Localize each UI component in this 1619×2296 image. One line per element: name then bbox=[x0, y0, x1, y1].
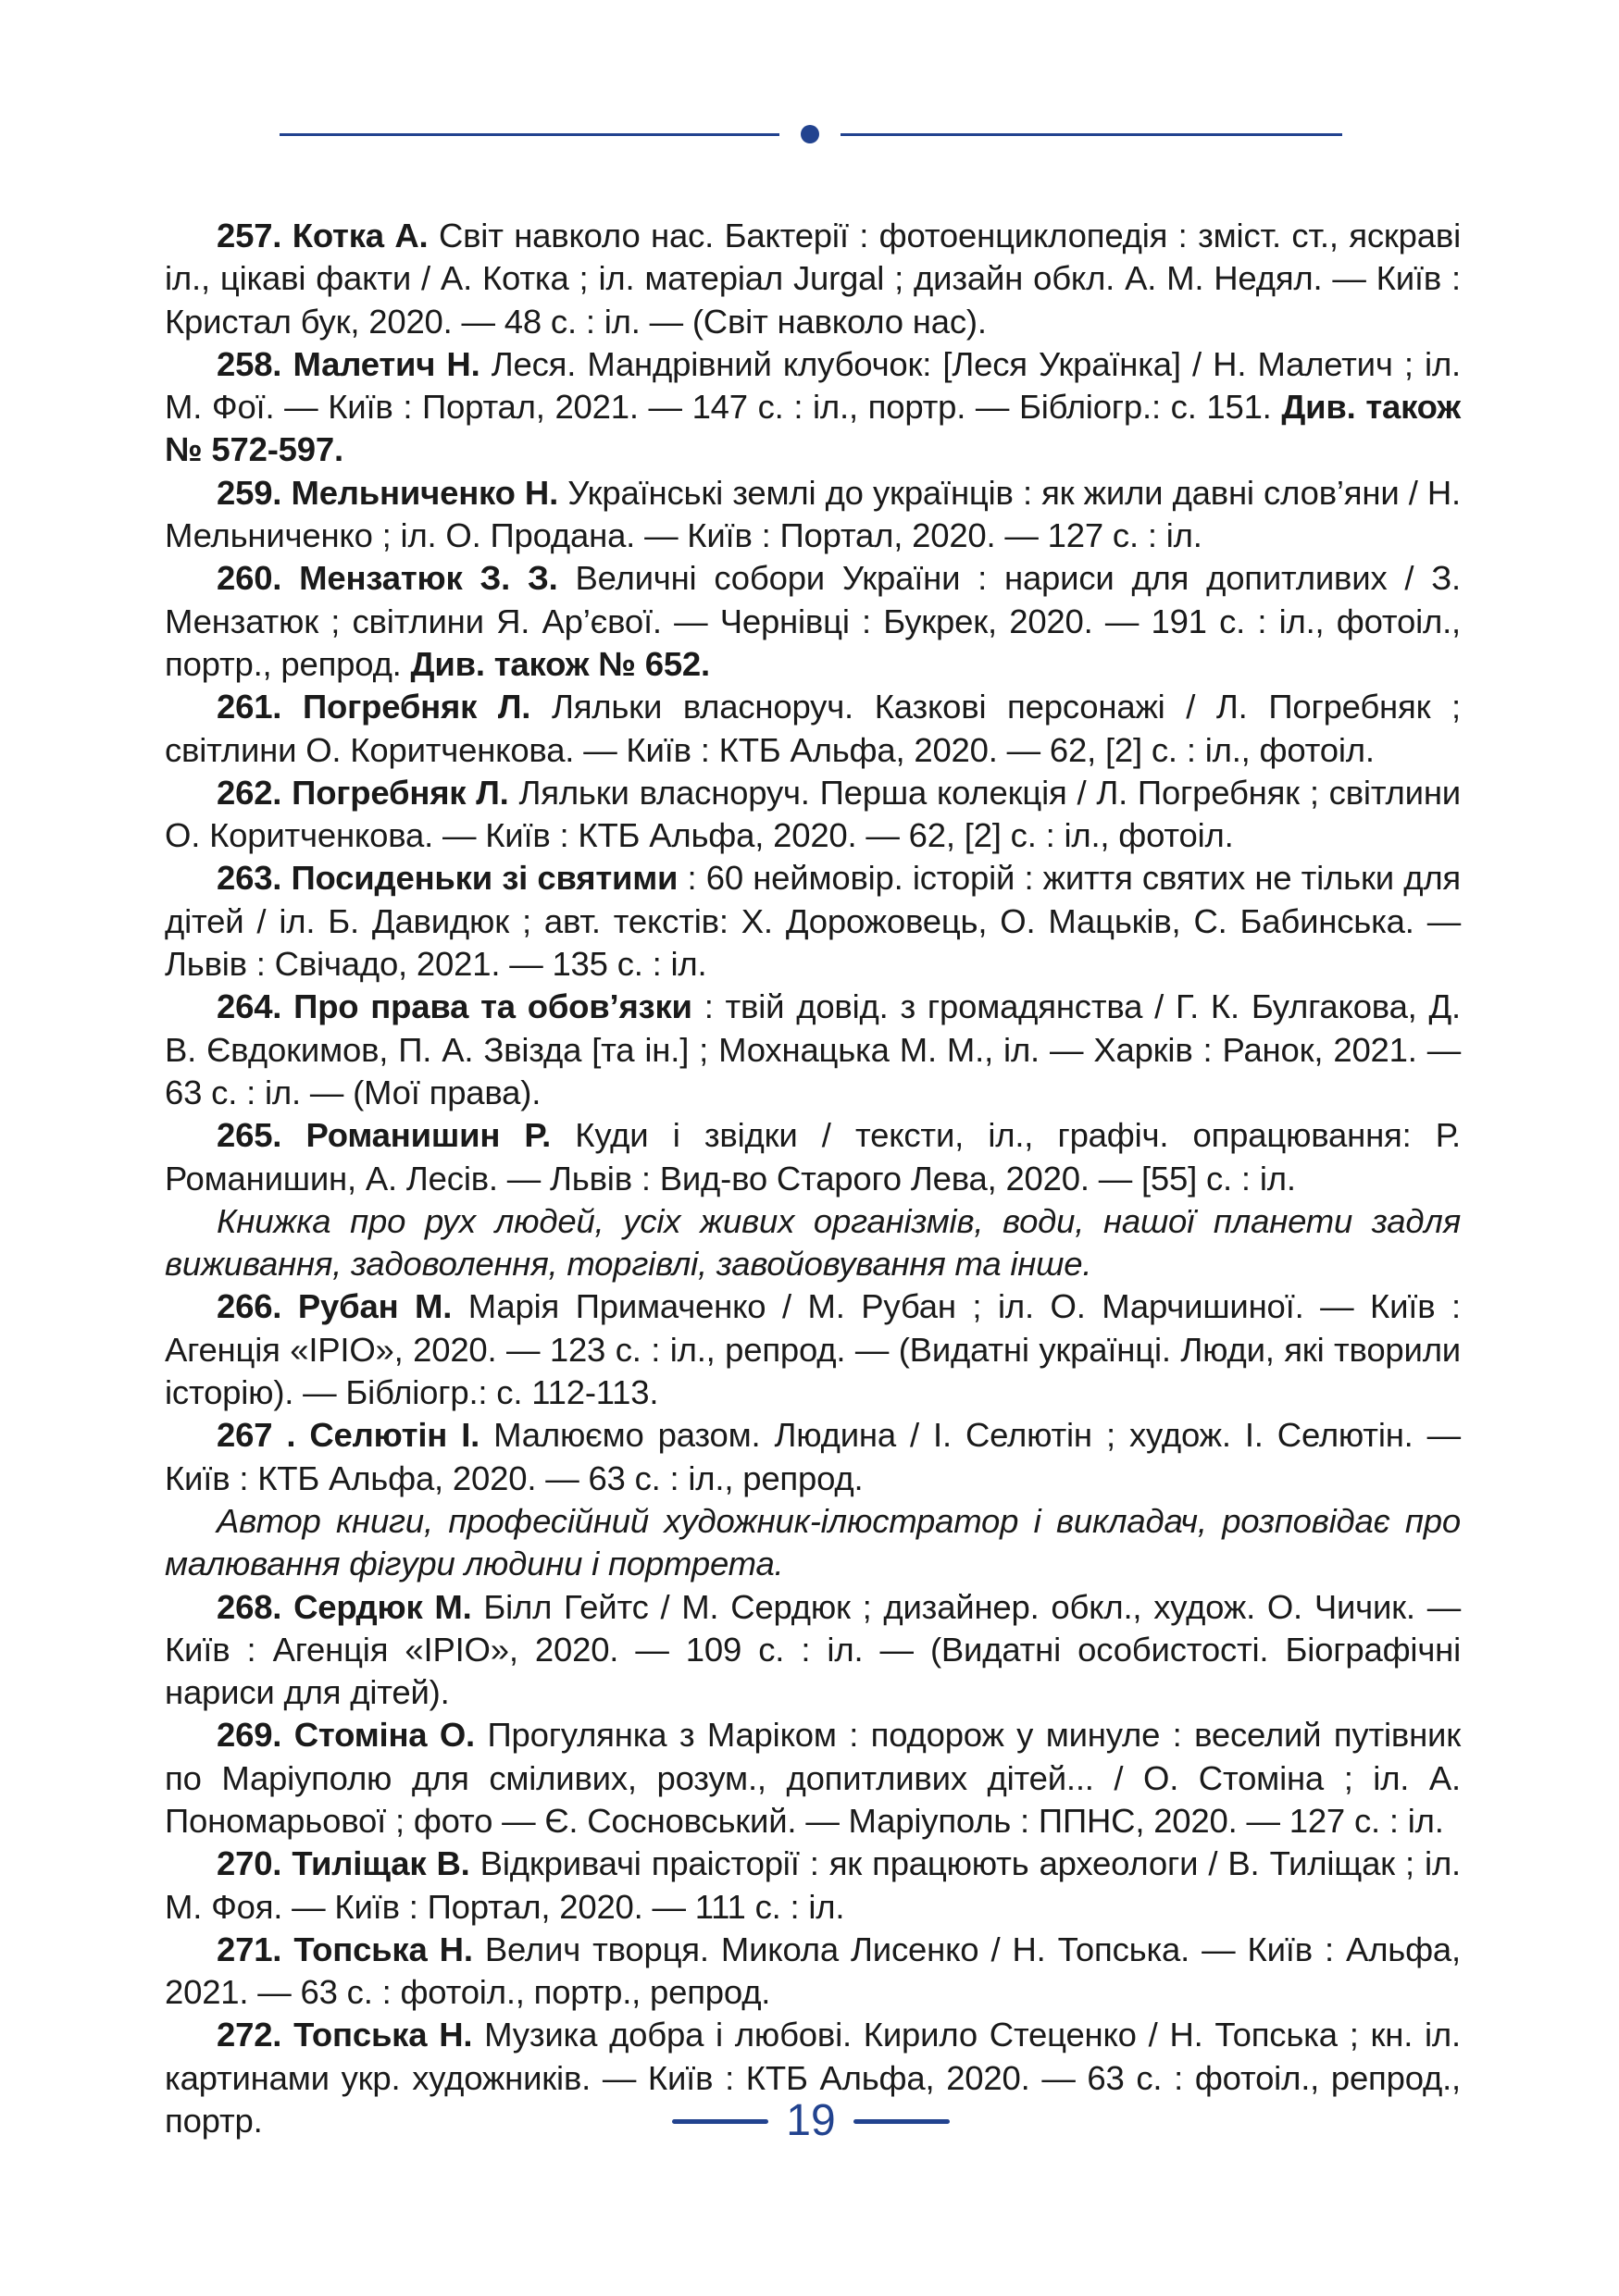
entry-description: Світ навколо нас. Бактерії : фотоенциклопедія : зміст. ст., яскраві іл., цікаві факти / А. Котка ; іл. матеріал Jurgal ; дизайн обкл. А. М. Недял. — Київ : Кристал бук, 2020. — 48 с. : іл. — (Світ навколо нас). bbox=[165, 217, 1461, 341]
entry-author: Мензатюк З. З. bbox=[299, 559, 558, 598]
bibliography-entry bbox=[165, 1929, 1461, 2015]
entry-author: Малетич Н. bbox=[293, 344, 480, 383]
footer-line-right bbox=[853, 2119, 950, 2124]
entry-cross-reference: Див. також № 652. bbox=[410, 644, 710, 683]
bibliography-entry bbox=[165, 1414, 1461, 1500]
bibliography-entry bbox=[165, 215, 1461, 343]
page-footer bbox=[0, 2093, 1619, 2149]
entry-description: Велич творця. Микола Лисенко / Н. Топська. — Київ : Альфа, 2021. — 63 с. : фотоіл., портр., репрод. bbox=[165, 1930, 1461, 2012]
entry-author: Тиліщак В. bbox=[292, 1844, 470, 1883]
entry-number: 271. bbox=[217, 1930, 282, 1968]
entry-author: . Селютін І. bbox=[286, 1416, 480, 1455]
bibliography-entry bbox=[165, 1714, 1461, 1843]
entry-description: Прогулянка з Маріком : подорож у минуле : веселий путівник по Маріуполю для сміливих, розум., допитливих дітей... / О. Стоміна ; іл. А. Пономарьової ; фото — Є. Сосновський. — Маріуполь : ППНС, 2020. — 127 с. : іл. bbox=[165, 1716, 1461, 1840]
entry-number: 259. bbox=[217, 473, 282, 512]
entry-description: Величні собори України : нариси для допитливих / З. Мензатюк ; світлини Я. Ар’євої. — Чернівці : Букрек, 2020. — 191 с. : іл., фотоіл., портр., репрод. bbox=[165, 559, 1461, 683]
bibliography-entry bbox=[165, 1586, 1461, 1715]
bibliography-list bbox=[165, 215, 1461, 2142]
entry-description: : твій довід. з громадянства / Г. К. Булгакова, Д. В. Євдокимов, П. А. Звізда [та ін.] ; Мохнацька М. М., іл. — Харків : Ранок, 2021. — 63 с. : іл. — (Мої права). bbox=[165, 987, 1461, 1111]
bibliography-entry bbox=[165, 1285, 1461, 1414]
entry-author: Погребняк Л. bbox=[292, 773, 509, 812]
entry-description: Музика добра і любові. Кирило Стеценко / Н. Топська ; кн. іл. картинами укр. художників. — Київ : КТБ Альфа, 2020. — 63 с. : фотоіл., репрод., портр. bbox=[165, 2016, 1461, 2141]
entry-number: 269. bbox=[217, 1716, 282, 1755]
entry-annotation: Автор книги, професійний художник-ілюстратор і викладач, розповідає про малювання фігури людини і портрета. bbox=[165, 1501, 1461, 1583]
page-number: 19 bbox=[786, 2096, 836, 2145]
entry-author: Посиденьки зі святими bbox=[291, 859, 679, 898]
entry-description: Марія Примаченко / М. Рубан ; іл. О. Марчишиної. — Київ : Агенція «ІРІО», 2020. — 123 с. : іл., репрод. — (Видатні українці. Люди, які творили історію). — Бібліогр.: с. 112-113. bbox=[165, 1287, 1461, 1412]
entry-number: 264. bbox=[217, 987, 282, 1026]
entry-number: 260. bbox=[217, 559, 282, 598]
bibliography-entry bbox=[165, 986, 1461, 1114]
entry-author: Мельниченко Н. bbox=[291, 473, 559, 512]
entry-number: 265. bbox=[217, 1116, 282, 1155]
bibliography-entry bbox=[165, 686, 1461, 772]
entry-author: Сердюк М. bbox=[293, 1587, 472, 1626]
entry-author: Топська Н. bbox=[293, 2016, 473, 2054]
entry-description: Українські землі до українців : як жили давні слов’яни / Н. Мельниченко ; іл. О. Продана. — Київ : Портал, 2020. — 127 с. : іл. bbox=[165, 473, 1461, 555]
entry-description: Малюємо разом. Людина / І. Селютін ; худож. І. Селютін. — Київ : КТБ Альфа, 2020. — 63 с. : іл., репрод. bbox=[165, 1416, 1461, 1497]
bibliography-entry bbox=[165, 1114, 1461, 1200]
entry-description: Білл Гейтс / М. Сердюк ; дизайнер. обкл., худож. О. Чичик. — Київ : Агенція «ІРІО», 2020. — 109 с. : іл. — (Видатні особистості. Біографічні нариси для дітей). bbox=[165, 1587, 1461, 1712]
entry-number: 267 bbox=[217, 1416, 273, 1455]
bibliography-entry bbox=[165, 1843, 1461, 1929]
entry-annotation: Книжка про рух людей, усіх живих організмів, води, нашої планети задля виживання, задоволення, торгівлі, завойовування та інше. bbox=[165, 1201, 1461, 1284]
entry-author: Романишин Р. bbox=[305, 1116, 552, 1155]
entry-author: Рубан М. bbox=[297, 1287, 453, 1326]
bibliography-entry bbox=[165, 472, 1461, 558]
entry-author: Стоміна О. bbox=[293, 1716, 475, 1755]
entry-number: 261. bbox=[217, 688, 282, 726]
entry-description: Куди і звідки / тексти, іл., графіч. опрацювання: Р. Романишин, А. Лесів. — Львів : Вид-во Старого Лева, 2020. — [55] с. : іл. bbox=[165, 1116, 1461, 1198]
entry-author: Котка А. bbox=[292, 217, 429, 254]
entry-description: Ляльки власноруч. Перша колекція / Л. Погребняк ; світлини О. Коритченкова. — Київ : КТБ Альфа, 2020. — 62, [2] с. : іл., фотоіл. bbox=[165, 773, 1461, 855]
entry-number: 262. bbox=[217, 773, 282, 812]
entry-number: 257. bbox=[217, 217, 282, 254]
bibliography-entry bbox=[165, 557, 1461, 686]
top-ornament bbox=[280, 125, 1342, 143]
ornament-line-left bbox=[280, 133, 779, 136]
entry-number: 263. bbox=[217, 859, 282, 898]
bibliography-entry bbox=[165, 857, 1461, 986]
entry-cross-reference: Див. також № 572-597. bbox=[165, 388, 1461, 469]
entry-author: Про права та обов’язки bbox=[293, 987, 692, 1026]
entry-description: Леся. Мандрівний клубочок: [Леся Українка] / Н. Малетич ; іл. М. Фої. — Київ : Портал, 2021. — 147 с. : іл., портр. — Бібліогр.: с. 151. bbox=[165, 344, 1461, 427]
entry-author: Топська Н. bbox=[293, 1930, 473, 1968]
entry-number: 270. bbox=[217, 1844, 282, 1883]
ornament-dot bbox=[801, 125, 819, 143]
ornament-line-right bbox=[841, 133, 1342, 136]
bibliography-entry bbox=[165, 772, 1461, 858]
entry-author: Погребняк Л. bbox=[302, 688, 531, 726]
entry-description: : 60 неймовір. історій : життя святих не тільки для дітей / іл. Б. Давидюк ; авт. текстів: Х. Дорожовець, О. Мацьків, С. Бабинська. — Львів : Свічадо, 2021. — 135 с. : іл. bbox=[165, 859, 1461, 984]
bibliography-entry bbox=[165, 343, 1461, 472]
entry-description: Ляльки власноруч. Казкові персонажі / Л. Погребняк ; світлини О. Коритченкова. — Київ : КТБ Альфа, 2020. — 62, [2] с. : іл., фотоіл. bbox=[165, 688, 1461, 769]
entry-number: 268. bbox=[217, 1587, 282, 1626]
footer-line-left bbox=[672, 2119, 768, 2124]
entry-number: 272. bbox=[217, 2016, 282, 2054]
entry-description: Відкривачі праісторії : як працюють археологи / В. Тиліщак ; іл. М. Фоя. — Київ : Портал, 2020. — 111 с. : іл. bbox=[165, 1844, 1461, 1926]
entry-number: 258. bbox=[217, 344, 282, 383]
entry-number: 266. bbox=[217, 1287, 282, 1326]
